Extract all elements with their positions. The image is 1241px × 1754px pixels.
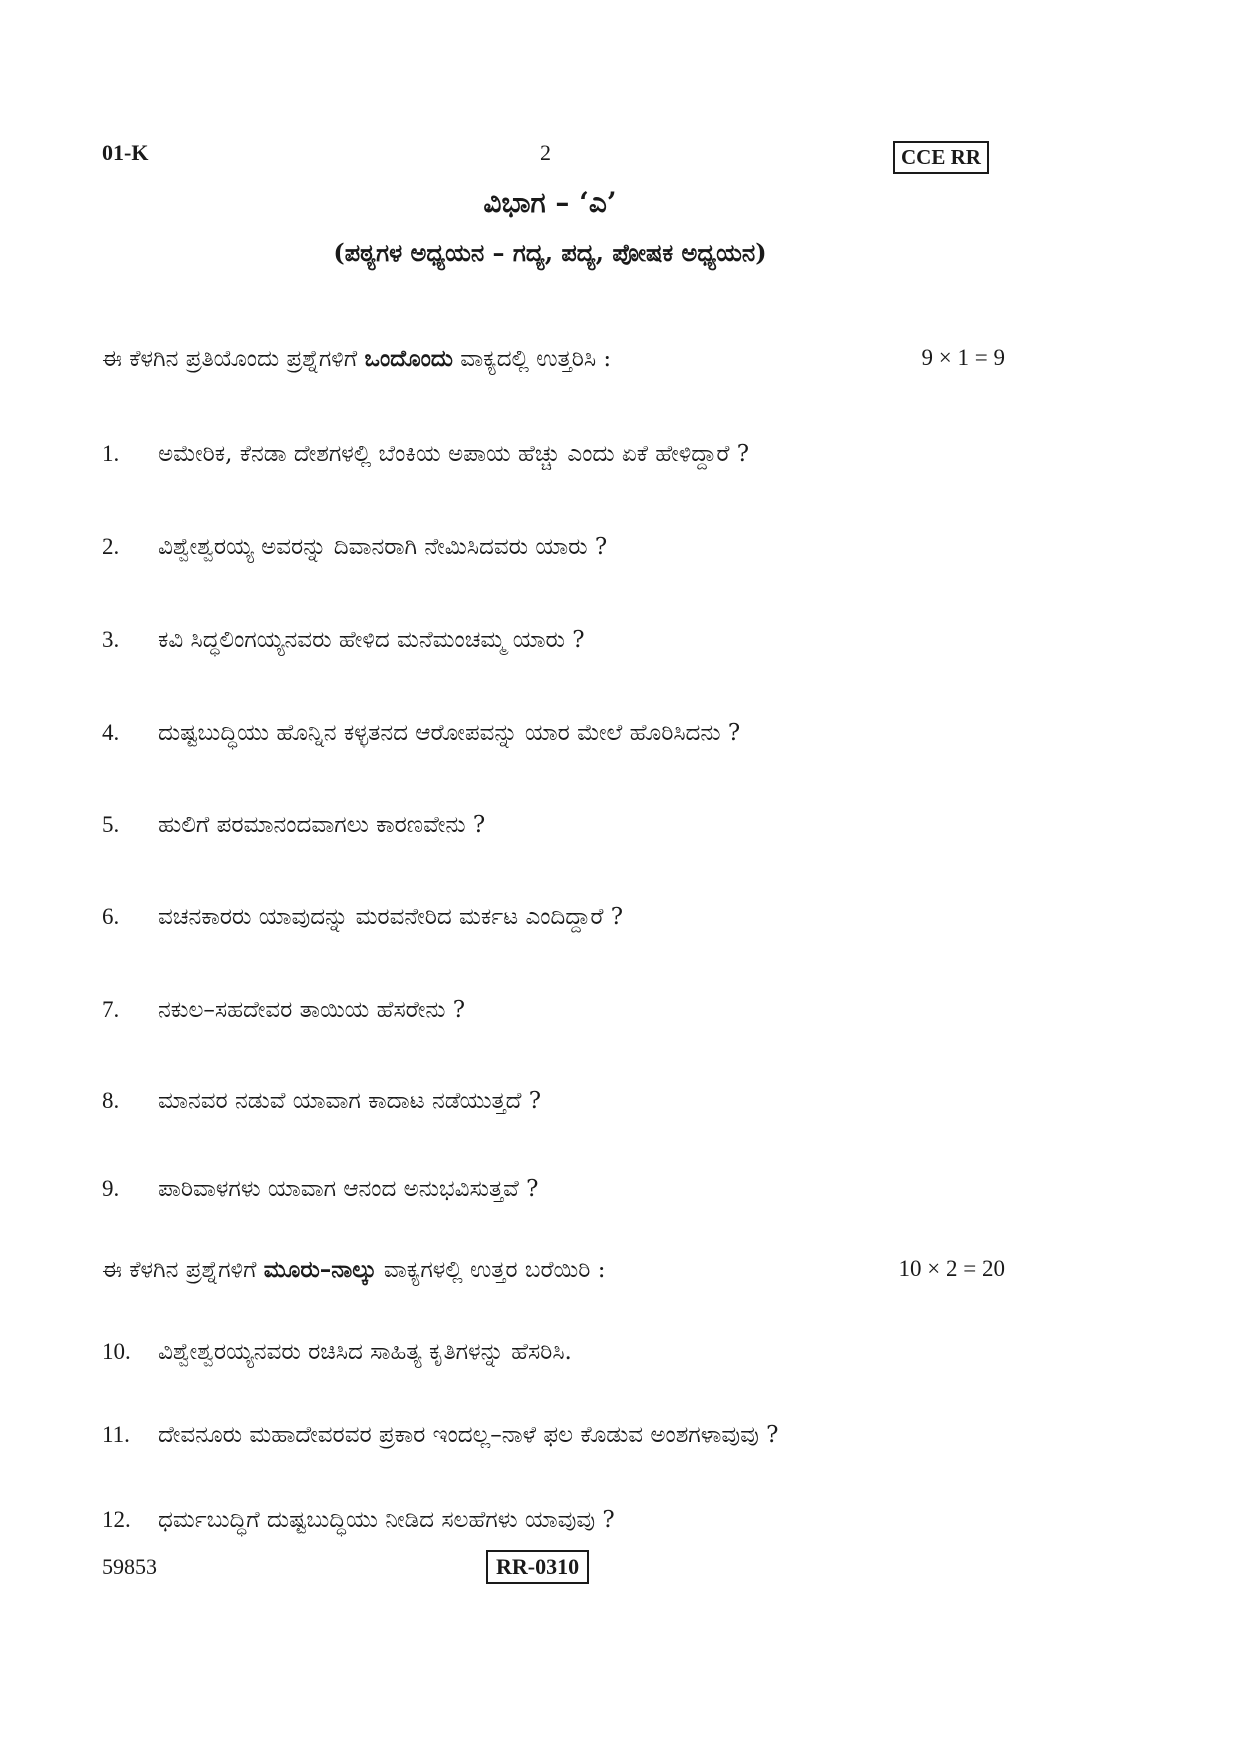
instruction-three-four-sentences [102,1256,605,1283]
question-number: 5. [102,812,120,837]
question-number: 8. [102,1088,120,1113]
question-item [102,1507,615,1533]
instruction-text: ಈ ಕೆಳಗಿನ ಪ್ರತಿಯೊಂದು ಪ್ರಶ್ನೆಗಳಿಗೆ [102,346,365,372]
question-number: 10. [102,1339,131,1364]
instruction-text: ವಾಕ್ಯಗಳಲ್ಲಿ ಉತ್ತರ ಬರೆಯಿರಿ : [376,1257,606,1283]
question-item [102,1088,541,1114]
question-number: 6. [102,904,120,929]
question-item [102,1176,538,1202]
question-item [102,1339,572,1365]
footer-code: 59853 [102,1554,157,1579]
question-text: ಪಾರಿವಾಳಗಳು ಯಾವಾಗ ಆನಂದ ಅನುಭವಿಸುತ್ತವೆ ? [158,1176,539,1202]
series-badge: CCE RR [893,141,989,174]
question-item [102,627,585,653]
question-number: 2. [102,534,120,559]
footer-series-badge: RR-0310 [486,1550,589,1584]
marks-label: 10 × 2 = 20 [898,1256,1005,1281]
question-number: 9. [102,1176,120,1201]
question-text: ವಿಶ್ವೇಶ್ವರಯ್ಯ ಅವರನ್ನು ದಿವಾನರಾಗಿ ನೇಮಿಸಿದವರು ಯಾರು ? [158,534,608,560]
question-number: 1. [102,441,120,466]
question-item [102,1422,778,1448]
question-text: ದುಷ್ಟಬುದ್ಧಿಯು ಹೊನ್ನಿನ ಕಳ್ಳತನದ ಆರೋಪವನ್ನು ಯಾರ ಮೇಲೆ ಹೊರಿಸಿದನು ? [158,720,741,746]
question-number: 7. [102,997,120,1022]
instruction-emphasis: ಒಂದೊಂದು [364,345,453,372]
question-text: ಅಮೇರಿಕ, ಕೆನಡಾ ದೇಶಗಳಲ್ಲಿ ಬೆಂಕಿಯ ಅಪಾಯ ಹೆಚ್ಚು ಎಂದು ಏಕೆ ಹೇಳಿದ್ದಾರೆ ? [158,441,750,467]
page-number: 2 [540,140,551,165]
question-item [102,812,485,838]
question-item [102,720,740,746]
paper-code: 01-K [102,140,149,165]
section-title: ವಿಭಾಗ – ‘ಎ’ [483,186,617,219]
question-item [102,997,465,1023]
question-number: 12. [102,1507,131,1532]
instruction-one-sentence [102,345,611,372]
question-item [102,441,749,467]
instruction-emphasis: ಮೂರು–ನಾಲ್ಕು [263,1256,377,1283]
question-text: ಧರ್ಮಬುದ್ಧಿಗೆ ದುಷ್ಟಬುದ್ಧಿಯು ನೀಡಿದ ಸಲಹೆಗಳು ಯಾವುವು ? [158,1507,615,1533]
marks-label: 9 × 1 = 9 [921,345,1005,370]
question-number: 11. [102,1422,130,1447]
question-number: 4. [102,720,120,745]
question-text: ವಿಶ್ವೇಶ್ವರಯ್ಯನವರು ರಚಿಸಿದ ಸಾಹಿತ್ಯ ಕೃತಿಗಳನ್ನು ಹೆಸರಿಸಿ. [158,1339,572,1365]
instruction-text: ವಾಕ್ಯದಲ್ಲಿ ಉತ್ತರಿಸಿ : [452,346,612,372]
section-subtitle: (ಪಠ್ಯಗಳ ಅಧ್ಯಯನ – ಗದ್ಯ, ಪದ್ಯ, ಪೋಷಕ ಅಧ್ಯಯನ) [333,238,767,267]
question-text: ಮಾನವರ ನಡುವೆ ಯಾವಾಗ ಕಾದಾಟ ನಡೆಯುತ್ತದೆ ? [158,1088,542,1114]
question-text: ನಕುಲ–ಸಹದೇವರ ತಾಯಿಯ ಹೆಸರೇನು ? [158,997,466,1023]
question-text: ವಚನಕಾರರು ಯಾವುದನ್ನು ಮರವನೇರಿದ ಮರ್ಕಟ ಎಂದಿದ್ದಾರೆ ? [158,904,624,930]
question-item [102,904,623,930]
question-text: ಹುಲಿಗೆ ಪರಮಾನಂದವಾಗಲು ಕಾರಣವೇನು ? [158,812,486,838]
instruction-text: ಈ ಕೆಳಗಿನ ಪ್ರಶ್ನೆಗಳಿಗೆ [102,1257,264,1283]
question-text: ಕವಿ ಸಿದ್ಧಲಿಂಗಯ್ಯನವರು ಹೇಳಿದ ಮನೆಮಂಚಮ್ಮ ಯಾರು ? [158,627,585,653]
question-item [102,534,607,560]
question-text: ದೇವನೂರು ಮಹಾದೇವರವರ ಪ್ರಕಾರ ಇಂದಲ್ಲ–ನಾಳೆ ಫಲ ಕೊಡುವ ಅಂಶಗಳಾವುವು ? [158,1422,779,1448]
question-number: 3. [102,627,120,652]
